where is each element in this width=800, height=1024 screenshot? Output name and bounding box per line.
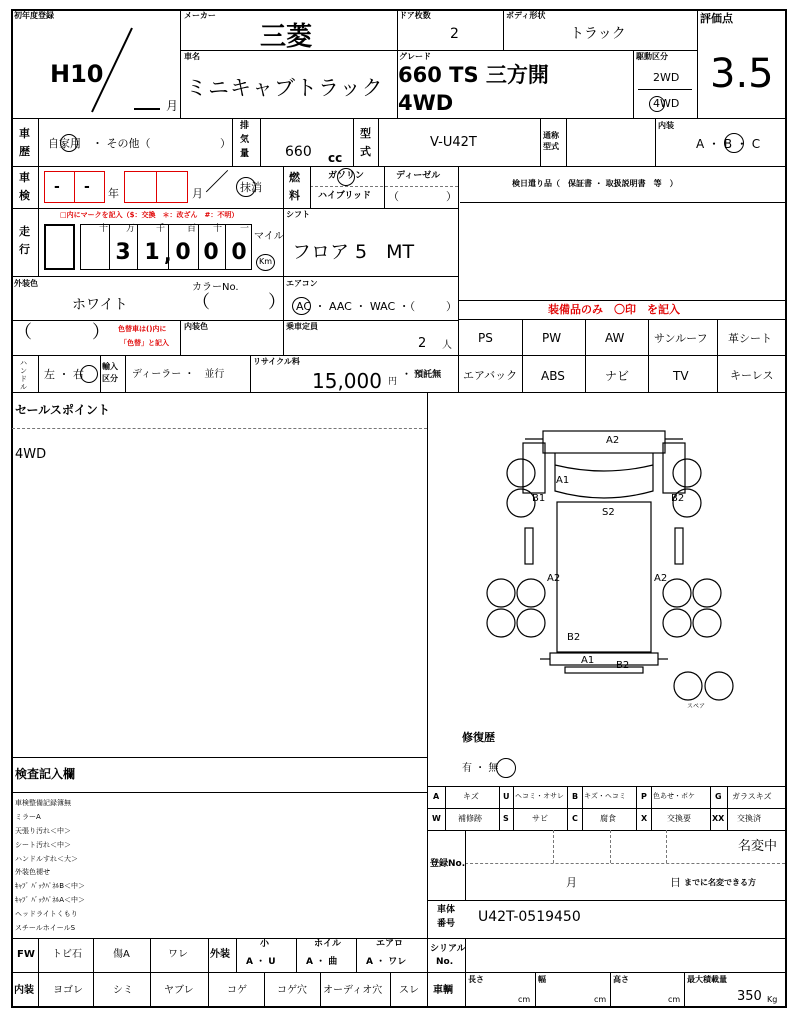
car-name-value: ミニキャブトラック xyxy=(186,76,384,100)
repair-value: 有 ・ 無 xyxy=(462,763,499,774)
handle-value: 左 ・ 右 xyxy=(44,368,84,381)
fuel-gasoline: ガソリン xyxy=(328,171,365,181)
shift-value: フロア 5 MT xyxy=(292,241,415,263)
interior-grade-label: 内装 xyxy=(658,121,674,130)
equip-tv: TV xyxy=(673,369,689,383)
equip-leather: 革シート xyxy=(728,332,772,345)
mileage-digit: 0 xyxy=(175,240,191,265)
registration-year: H10 xyxy=(50,60,104,88)
mileage-digit: 1 xyxy=(144,240,160,265)
equip-keyless: キーレス xyxy=(730,369,774,382)
inspection-note: 外装色褪せ xyxy=(15,868,50,876)
displacement-unit: cc xyxy=(328,151,343,165)
diagram-label: B2 xyxy=(567,632,581,643)
repair-label: 修復歴 xyxy=(462,731,495,744)
fw-label: FW xyxy=(17,949,35,960)
chassis-value: U42T-0519450 xyxy=(478,909,581,925)
equip-pw: PW xyxy=(542,331,562,345)
diagram-label: A2 xyxy=(606,435,620,446)
diagram-label: B2 xyxy=(671,493,685,504)
inspection-note: ヘッドライトくもり xyxy=(15,910,78,918)
aircon-label: エアコン xyxy=(286,279,318,288)
drive-2wd: 2WD xyxy=(653,71,680,84)
inspection-note: ミラーA xyxy=(15,813,41,821)
aircon-value: AC ・ AAC ・ WAC ・（ xyxy=(296,300,416,313)
import-label: 輸入区分 xyxy=(102,362,118,383)
doors-value: 2 xyxy=(450,26,459,42)
diagram-label: S2 xyxy=(602,507,615,518)
exterior-color-value: ホワイト xyxy=(72,297,128,313)
drive-4wd: 4WD xyxy=(653,97,680,110)
equip-abs: ABS xyxy=(541,369,565,383)
score-value: 3.5 xyxy=(710,51,774,97)
equip-sunroof: サンルーフ xyxy=(654,332,708,345)
year-slash xyxy=(88,26,138,114)
diagram-label: A1 xyxy=(556,475,570,486)
maker-label: メーカー xyxy=(184,11,216,20)
spare-label: スペア xyxy=(687,703,706,710)
inspection-note: スチールホイールS xyxy=(15,924,76,932)
inspection-note: 天張り汚れ＜中＞ xyxy=(15,827,71,835)
inspection-note: ｷｬﾌﾞ ﾊﾞｯｸﾊﾟﾈﾙB＜中＞ xyxy=(15,882,86,890)
month-dash xyxy=(134,108,160,110)
doors-label: ドア枚数 xyxy=(399,11,431,20)
mileage-digit: 0 xyxy=(203,240,219,265)
accessories-label: 検日遣り品（ 保証書 ・ 取扱説明書 等 ） xyxy=(512,179,678,188)
equip-navi: ナビ xyxy=(605,369,630,383)
equip-aw: AW xyxy=(605,331,625,345)
diagram-label: B2 xyxy=(616,660,630,671)
handle-circle xyxy=(80,365,98,383)
diagram-label: A1 xyxy=(581,655,595,666)
recycle-label: リサイクル料 xyxy=(253,357,300,366)
history-label-1: 車 xyxy=(19,127,30,140)
capacity-value: 2 xyxy=(418,336,427,351)
interior-grade-circle xyxy=(724,133,744,153)
recycle-value: 15,000 xyxy=(312,369,382,393)
diagram-label: A2 xyxy=(654,573,668,584)
history-label-2: 歴 xyxy=(19,145,30,158)
first-registration-label: 初年度登録 xyxy=(14,11,54,20)
month-suffix: 月 xyxy=(166,99,179,113)
inspection-notes-label: 検査記入欄 xyxy=(15,767,76,781)
inspection-expired: 抹消 xyxy=(240,181,262,194)
max-load-value: 350 xyxy=(737,989,762,1004)
exterior-label: 外装 xyxy=(210,949,230,960)
body-shape-value: トラック xyxy=(570,26,626,42)
inspection-expired-circle xyxy=(236,177,256,197)
inspection-note: 車検整備記録簿無 xyxy=(15,799,71,807)
grade-label: グレード xyxy=(399,52,431,61)
fuel-gasoline-circle xyxy=(337,168,355,186)
mileage-km-circle xyxy=(256,254,275,271)
mileage-digit: 3 xyxy=(115,240,131,265)
aircon-circle xyxy=(292,297,311,315)
sales-point-value: 4WD xyxy=(15,447,47,462)
capacity-label: 乗車定員 xyxy=(286,322,318,331)
grade-line2: 4WD xyxy=(398,91,454,115)
interior-row-label: 内装 xyxy=(14,985,34,996)
mileage-note: □内にマークを記入（$：交換 ＊：改ざん #：不明） xyxy=(60,211,239,219)
handle-label: ハンドル xyxy=(20,359,27,391)
grade-line1: 660 TS 三方開 xyxy=(398,63,549,87)
history-value: 自家用 ・ その他（ xyxy=(48,137,151,150)
exterior-color-label: 外装色 xyxy=(14,279,38,288)
score-label: 評価点 xyxy=(700,12,733,25)
interior-color-label: 内装色 xyxy=(184,322,208,331)
equip-airbag: エアバック xyxy=(463,369,518,382)
body-shape-label: ボディ形状 xyxy=(506,11,546,20)
mileage-digit: 0 xyxy=(231,240,247,265)
equipment-header: 装備品のみ 〇印 を記入 xyxy=(548,303,680,316)
mileage-mark-box xyxy=(44,224,75,270)
inspection-note: ハンドルすれ＜大＞ xyxy=(15,855,78,863)
car-name-label: 車名 xyxy=(184,52,200,61)
diagram-label: B1 xyxy=(532,493,546,504)
drive-label: 駆動区分 xyxy=(636,52,668,61)
mileage-km: Km xyxy=(259,257,273,266)
sales-point-label: セールスポイント xyxy=(15,403,110,417)
damage-diagram xyxy=(430,395,786,725)
equip-ps: PS xyxy=(478,331,493,345)
repair-circle xyxy=(496,758,516,778)
displacement-value: 660 xyxy=(285,144,312,160)
meihen-label: 名変中 xyxy=(738,839,778,854)
diagram-label: A2 xyxy=(547,573,561,584)
interior-grade-value: A ・ B ・ C xyxy=(696,137,761,151)
registration-label: 登録No. xyxy=(430,859,466,869)
maker-value: 三菱 xyxy=(260,22,313,52)
history-circle xyxy=(60,134,78,152)
shift-label: シフト xyxy=(286,210,310,219)
model-value: V-U42T xyxy=(430,135,477,150)
drive-4wd-circle xyxy=(649,96,665,112)
inspection-note: シート汚れ＜中＞ xyxy=(15,841,71,849)
inspection-note: ｷｬﾌﾞ ﾊﾞｯｸﾊﾟﾈﾙA＜中＞ xyxy=(15,896,86,904)
import-value: ディーラー ・ 並行 xyxy=(132,369,225,380)
